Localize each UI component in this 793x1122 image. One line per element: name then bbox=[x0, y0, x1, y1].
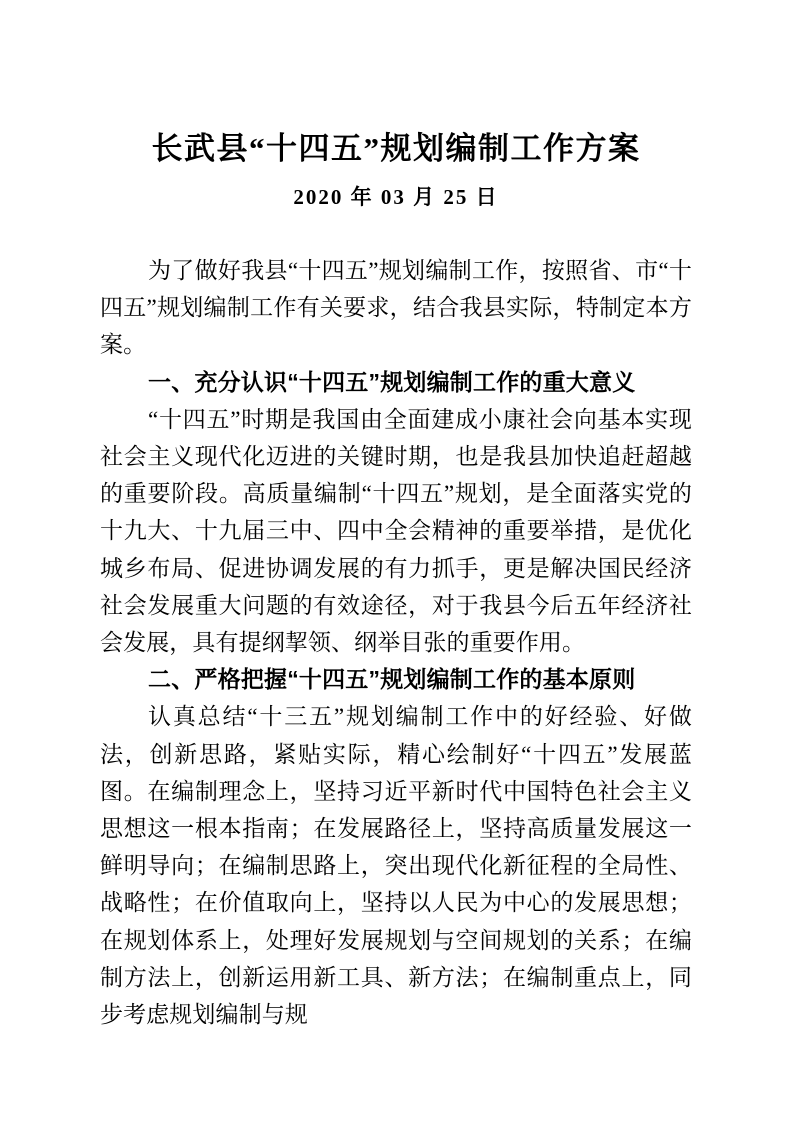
section-1-paragraph: “十四五”时期是我国由全面建成小康社会向基本实现社会主义现代化迈进的关键时期，也是我县加快追赶超越的重要阶段。高质量编制“十四五”规划，是全面落实党的十九大、十九届三中、四中全会精神的重要举措，是优化城乡布局、促进协调发展的有力抓手，更是解决国民经济社会发展重大问题的有效途径，对于我县今后五年经济社会发展，具有提纲挈领、纲举目张的重要作用。 bbox=[100, 406, 692, 656]
intro-paragraph: 为了做好我县“十四五”规划编制工作，按照省、市“十四五”规划编制工作有关要求，结合我县实际，特制定本方案。 bbox=[100, 258, 692, 358]
document-body bbox=[100, 252, 692, 1033]
section-2-paragraph: 认真总结“十三五”规划编制工作中的好经验、好做法，创新思路，紧贴实际，精心绘制好“十四五”发展蓝图。在编制理念上，坚持习近平新时代中国特色社会主义思想这一根本指南；在发展路径上，坚持高质量发展这一鲜明导向；在编制思路上，突出现代化新征程的全局性、战略性；在价值取向上，坚持以人民为中心的发展思想；在规划体系上，处理好发展规划与空间规划的关系；在编制方法上，创新运用新工具、新方法；在编制重点上，同步考虑规划编制与规 bbox=[100, 704, 692, 1028]
page-title: 长武县“十四五”规划编制工作方案 bbox=[151, 131, 641, 166]
section-heading-1: 一、充分认识“十四五”规划编制工作的重大意义 bbox=[148, 368, 636, 395]
section-heading-2: 二、严格把握“十四五”规划编制工作的基本原则 bbox=[148, 666, 636, 693]
title-block bbox=[100, 129, 692, 169]
date-block bbox=[100, 183, 692, 211]
document-date: 2020 年 03 月 25 日 bbox=[293, 185, 499, 209]
